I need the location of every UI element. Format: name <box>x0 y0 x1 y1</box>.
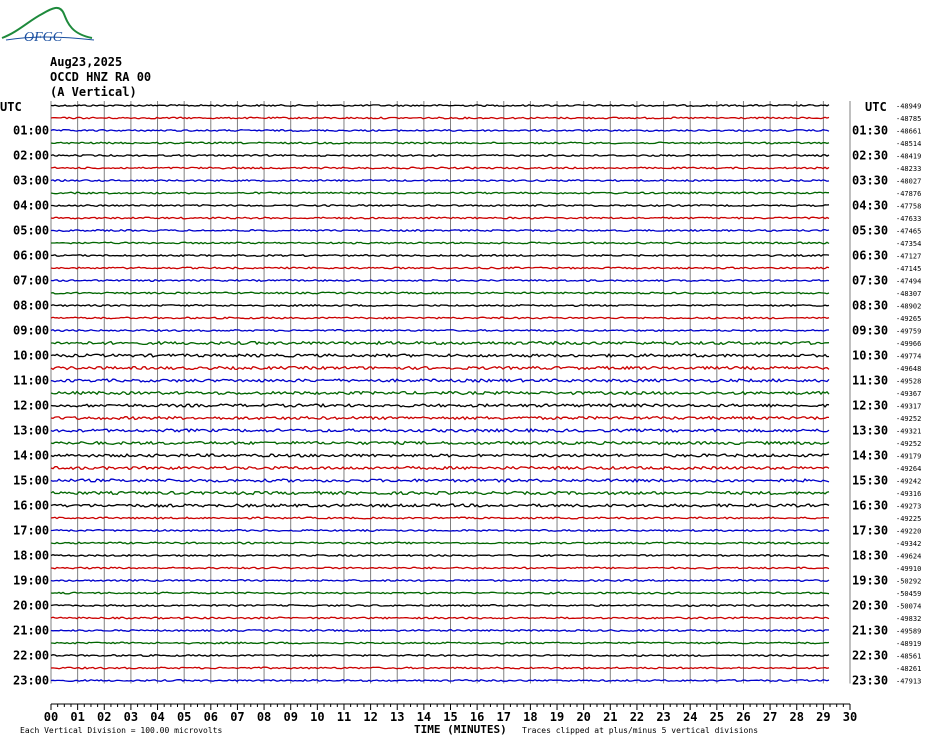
right-utc-label: UTC <box>865 100 887 114</box>
trace-offset-label: -48027 <box>896 177 922 186</box>
trace-line <box>51 454 829 457</box>
left-hour-label: 14:00 <box>13 448 50 463</box>
trace-line <box>51 417 829 420</box>
x-tick-label: 15 <box>443 710 458 724</box>
trace-line <box>51 167 829 169</box>
x-tick-label: 16 <box>469 710 485 724</box>
left-utc-label: UTC <box>0 100 22 114</box>
trace-line <box>51 367 829 370</box>
trace-line <box>51 429 829 432</box>
trace-offset-labels <box>896 103 921 686</box>
x-tick-label: 12 <box>363 710 378 724</box>
ofgc-logo <box>2 8 94 45</box>
trace-offset-label: -49624 <box>896 552 922 561</box>
trace-offset-label: -47465 <box>896 227 922 236</box>
trace-offset-label: -49317 <box>896 402 922 411</box>
trace-line <box>51 330 829 332</box>
trace-line <box>51 205 829 207</box>
trace-line <box>51 379 829 382</box>
right-hour-label: 12:30 <box>852 398 889 413</box>
trace-line <box>51 105 829 107</box>
trace-offset-label: -47633 <box>896 215 922 223</box>
trace-line <box>51 442 829 445</box>
trace-offset-label: -47876 <box>896 190 922 198</box>
x-tick-label: 18 <box>523 710 538 724</box>
trace-line <box>51 530 829 532</box>
x-tick-label: 00 <box>43 710 59 724</box>
left-hour-label: 18:00 <box>13 548 50 563</box>
trace-offset-label: -49832 <box>896 615 922 623</box>
trace-offset-label: -49316 <box>896 490 922 498</box>
left-hour-label: 16:00 <box>13 498 50 513</box>
x-tick-label: 04 <box>150 710 165 724</box>
x-tick-label: 03 <box>123 710 139 724</box>
trace-line <box>51 354 829 357</box>
trace-line <box>51 342 829 345</box>
left-hour-label: 04:00 <box>13 198 50 213</box>
trace-offset-label: -49528 <box>896 377 922 386</box>
x-tick-label: 01 <box>70 710 85 724</box>
trace-lines <box>51 105 829 682</box>
x-tick-label: 20 <box>576 710 591 724</box>
trace-line <box>51 479 829 482</box>
trace-offset-label: -49252 <box>896 440 922 448</box>
trace-offset-label: -49910 <box>896 565 922 573</box>
trace-line <box>51 555 829 557</box>
trace-offset-label: -49242 <box>896 477 922 486</box>
header-station: OCCD HNZ RA 00 <box>50 70 152 84</box>
clip-note: Traces clipped at plus/minus 5 vertical divisions <box>522 726 759 735</box>
trace-line <box>51 130 829 132</box>
trace-offset-label: -49321 <box>896 427 922 436</box>
right-hour-label: 05:30 <box>852 223 889 238</box>
right-hour-label: 07:30 <box>852 273 889 288</box>
trace-offset-label: -50459 <box>896 590 922 598</box>
trace-offset-label: -48233 <box>896 165 922 173</box>
trace-offset-label: -49589 <box>896 627 922 636</box>
right-hour-label: 01:30 <box>852 123 889 138</box>
trace-line <box>51 267 829 269</box>
trace-line <box>51 155 829 157</box>
trace-line <box>51 117 829 119</box>
x-tick-label: 30 <box>842 710 858 724</box>
trace-offset-label: -49179 <box>896 452 922 461</box>
scale-note: Each Vertical Division = 100.00 microvolts <box>20 726 223 735</box>
x-tick-label: 23 <box>656 710 671 724</box>
right-hour-label: 16:30 <box>852 498 889 513</box>
trace-line <box>51 517 829 519</box>
trace-offset-label: -49648 <box>896 365 922 373</box>
left-hour-label: 08:00 <box>13 298 50 313</box>
x-tick-label: 13 <box>390 710 405 724</box>
x-tick-label: 27 <box>762 710 778 724</box>
trace-line <box>51 230 829 232</box>
x-axis-ticks <box>44 704 857 724</box>
x-tick-label: 19 <box>549 710 565 724</box>
x-tick-label: 11 <box>336 710 352 724</box>
left-hour-label: 06:00 <box>13 248 50 263</box>
left-hour-label: 15:00 <box>13 473 50 488</box>
x-tick-label: 24 <box>682 710 698 724</box>
left-hour-label: 02:00 <box>13 148 50 163</box>
trace-offset-label: -48949 <box>896 102 922 111</box>
trace-line <box>51 667 829 669</box>
right-hour-labels <box>852 124 888 688</box>
left-hour-label: 12:00 <box>13 398 50 413</box>
right-hour-label: 15:30 <box>852 473 889 488</box>
trace-line <box>51 392 829 395</box>
x-tick-label: 21 <box>603 710 618 724</box>
trace-offset-label: -49265 <box>896 315 922 323</box>
right-hour-label: 11:30 <box>852 373 889 388</box>
trace-line <box>51 567 829 569</box>
trace-offset-label: -47127 <box>896 252 922 261</box>
right-hour-label: 23:30 <box>852 673 889 688</box>
trace-line <box>51 630 829 632</box>
right-hour-label: 22:30 <box>852 648 889 663</box>
right-hour-label: 13:30 <box>852 423 889 438</box>
right-hour-label: 21:30 <box>852 623 889 638</box>
trace-offset-label: -47145 <box>896 265 922 273</box>
x-tick-label: 09 <box>283 710 298 724</box>
x-tick-label: 02 <box>97 710 112 724</box>
trace-line <box>51 580 829 582</box>
right-hour-label: 06:30 <box>852 248 889 263</box>
trace-line <box>51 680 829 682</box>
right-hour-label: 09:30 <box>852 323 889 338</box>
x-tick-label: 28 <box>789 710 804 724</box>
left-hour-label: 17:00 <box>13 523 50 538</box>
x-tick-label: 07 <box>230 710 245 724</box>
right-hour-label: 18:30 <box>852 548 889 563</box>
x-tick-label: 10 <box>310 710 325 724</box>
trace-line <box>51 255 829 257</box>
x-tick-label: 17 <box>496 710 511 724</box>
x-tick-label: 05 <box>176 710 192 724</box>
x-axis-title: TIME (MINUTES) <box>414 723 507 736</box>
trace-offset-label: -49252 <box>896 415 922 423</box>
trace-offset-label: -48261 <box>896 665 922 673</box>
trace-offset-label: -50074 <box>896 602 922 611</box>
trace-offset-label: -48902 <box>896 302 922 311</box>
trace-line <box>51 592 829 594</box>
left-hour-label: 07:00 <box>13 273 50 288</box>
trace-offset-label: -48661 <box>896 127 922 136</box>
trace-offset-label: -48561 <box>896 652 922 661</box>
right-hour-label: 20:30 <box>852 598 889 613</box>
right-hour-label: 03:30 <box>852 173 889 188</box>
trace-offset-label: -48307 <box>896 290 922 298</box>
trace-offset-label: -48419 <box>896 152 922 161</box>
left-hour-label: 21:00 <box>13 623 50 638</box>
right-hour-label: 10:30 <box>852 348 889 363</box>
trace-offset-label: -49759 <box>896 327 922 336</box>
trace-line <box>51 192 829 194</box>
trace-offset-label: -47494 <box>896 277 922 286</box>
trace-line <box>51 292 829 294</box>
trace-line <box>51 655 829 657</box>
trace-line <box>51 504 829 507</box>
right-hour-label: 04:30 <box>852 198 889 213</box>
trace-line <box>51 467 829 470</box>
left-hour-label: 23:00 <box>13 673 50 688</box>
left-hour-label: 11:00 <box>13 373 50 388</box>
left-hour-label: 03:00 <box>13 173 50 188</box>
x-tick-label: 06 <box>203 710 219 724</box>
trace-line <box>51 242 829 244</box>
trace-offset-label: -49342 <box>896 540 922 548</box>
trace-line <box>51 642 829 644</box>
header-date: Aug23,2025 <box>50 55 123 69</box>
trace-line <box>51 217 829 219</box>
trace-line <box>51 317 829 319</box>
x-tick-label: 26 <box>736 710 751 724</box>
left-hour-label: 05:00 <box>13 223 50 238</box>
x-tick-label: 22 <box>629 710 645 724</box>
trace-line <box>51 142 829 144</box>
trace-line <box>51 404 829 407</box>
left-hour-label: 09:00 <box>13 323 50 338</box>
trace-offset-label: -48785 <box>896 115 922 123</box>
trace-offset-label: -47913 <box>896 677 922 686</box>
trace-offset-label: -48514 <box>896 140 922 148</box>
x-tick-label: 25 <box>709 710 725 724</box>
left-hour-label: 22:00 <box>13 648 50 663</box>
left-hour-label: 01:00 <box>13 123 50 138</box>
trace-line <box>51 542 829 544</box>
logo-text: OFGC <box>24 30 63 45</box>
x-tick-label: 29 <box>816 710 831 724</box>
left-hour-labels <box>13 124 49 688</box>
left-hour-label: 13:00 <box>13 423 50 438</box>
trace-line <box>51 180 829 182</box>
trace-offset-label: -49273 <box>896 502 922 511</box>
trace-offset-label: -49225 <box>896 515 922 523</box>
trace-offset-label: -48919 <box>896 640 922 648</box>
trace-offset-label: -49220 <box>896 527 922 536</box>
right-hour-label: 08:30 <box>852 298 889 313</box>
trace-line <box>51 617 829 619</box>
trace-offset-label: -47758 <box>896 202 922 211</box>
trace-offset-label: -49367 <box>896 390 922 398</box>
trace-offset-label: -47354 <box>896 240 922 248</box>
trace-offset-label: -50292 <box>896 577 922 586</box>
trace-offset-label: -49774 <box>896 352 922 361</box>
trace-line <box>51 492 829 495</box>
trace-line <box>51 605 829 607</box>
right-hour-label: 14:30 <box>852 448 889 463</box>
left-hour-label: 10:00 <box>13 348 50 363</box>
x-tick-label: 08 <box>256 710 272 724</box>
header-component: (A Vertical) <box>50 85 137 99</box>
right-hour-label: 17:30 <box>852 523 889 538</box>
trace-line <box>51 280 829 282</box>
trace-line <box>51 305 829 307</box>
left-hour-label: 20:00 <box>13 598 50 613</box>
trace-offset-label: -49966 <box>896 340 922 348</box>
right-hour-label: 02:30 <box>852 148 889 163</box>
x-tick-label: 14 <box>416 710 432 724</box>
trace-offset-label: -49264 <box>896 465 922 473</box>
left-hour-label: 19:00 <box>13 573 50 588</box>
right-hour-label: 19:30 <box>852 573 889 588</box>
